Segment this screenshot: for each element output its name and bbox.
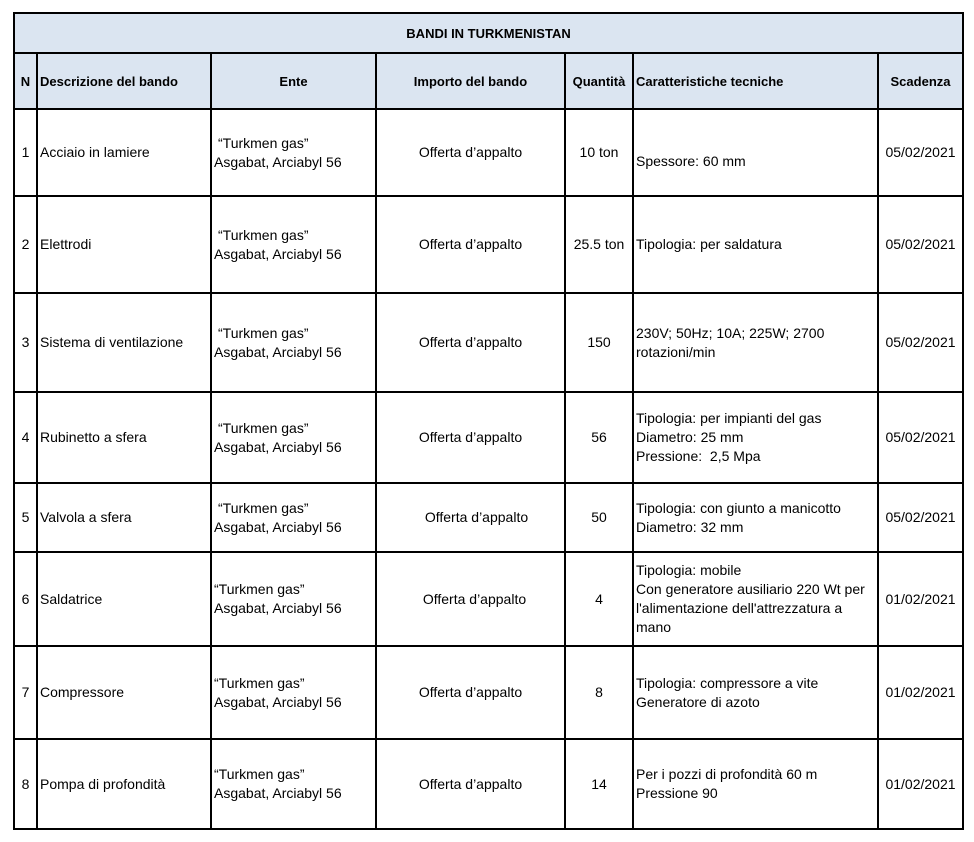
cell-caratteristiche	[633, 392, 878, 483]
table-row	[14, 196, 963, 293]
ente-name: “Turkmen gas”	[218, 419, 309, 436]
cell-importo: Offerta d’appalto	[376, 552, 565, 646]
caratt-line: Pressione 90	[636, 785, 718, 801]
ente-address: Asgabat, Arciabyl 56	[214, 785, 342, 801]
header-scadenza: Scadenza	[878, 53, 963, 109]
cell-n: 6	[14, 552, 37, 646]
cell-importo: Offerta d’appalto	[376, 392, 565, 483]
cell-scadenza: 05/02/2021	[878, 196, 963, 293]
cell-descrizione: Rubinetto a sfera	[37, 392, 211, 483]
caratt-line: Tipologia: per saldatura	[636, 236, 782, 252]
caratt-line: Tipologia: mobile	[636, 562, 742, 578]
table-row	[14, 646, 963, 739]
ente-name: “Turkmen gas”	[218, 134, 309, 151]
cell-descrizione: Acciaio in lamiere	[37, 109, 211, 196]
ente-name: “Turkmen gas”	[218, 324, 309, 341]
cell-n: 2	[14, 196, 37, 293]
caratt-line: Diametro: 25 mm	[636, 429, 744, 445]
caratt-line: rotazioni/min	[636, 343, 716, 360]
cell-descrizione: Compressore	[37, 646, 211, 739]
cell-importo: Offerta d’appalto	[376, 196, 565, 293]
cell-caratteristiche	[633, 293, 878, 392]
table-row	[14, 739, 963, 829]
table-row	[14, 392, 963, 483]
cell-quantita: 8	[565, 646, 633, 739]
cell-n: 1	[14, 109, 37, 196]
header-descrizione: Descrizione del bando	[37, 53, 211, 109]
cell-n: 8	[14, 739, 37, 829]
cell-ente	[211, 293, 376, 392]
caratt-line: Pressione: 2,5 Mpa	[636, 448, 761, 464]
cell-caratteristiche	[633, 646, 878, 739]
cell-importo: Offerta d’appalto	[376, 739, 565, 829]
cell-n: 5	[14, 483, 37, 552]
ente-address: Asgabat, Arciabyl 56	[214, 153, 342, 170]
caratt-line: Generatore di azoto	[636, 693, 760, 710]
cell-n: 3	[14, 293, 37, 392]
ente-name: “Turkmen gas”	[214, 581, 305, 597]
cell-ente	[211, 483, 376, 552]
table-row	[14, 293, 963, 392]
cell-scadenza: 01/02/2021	[878, 739, 963, 829]
cell-quantita: 50	[565, 483, 633, 552]
ente-name: “Turkmen gas”	[218, 499, 309, 516]
cell-quantita: 150	[565, 293, 633, 392]
header-quantita: Quantità	[565, 53, 633, 109]
caratt-line: Per i pozzi di profondità 60 m	[636, 766, 818, 782]
cell-caratteristiche	[633, 109, 878, 196]
header-n: N	[14, 53, 37, 109]
cell-quantita: 56	[565, 392, 633, 483]
cell-quantita: 25.5 ton	[565, 196, 633, 293]
ente-name: “Turkmen gas”	[218, 226, 309, 243]
caratt-line: Tipologia: con giunto a manicotto	[636, 499, 841, 516]
cell-ente	[211, 109, 376, 196]
cell-n: 4	[14, 392, 37, 483]
ente-address: Asgabat, Arciabyl 56	[214, 245, 342, 262]
cell-ente	[211, 646, 376, 739]
cell-scadenza: 05/02/2021	[878, 392, 963, 483]
cell-quantita: 14	[565, 739, 633, 829]
caratt-line: mano	[636, 619, 672, 635]
cell-quantita: 10 ton	[565, 109, 633, 196]
ente-address: Asgabat, Arciabyl 56	[214, 438, 342, 455]
cell-scadenza: 05/02/2021	[878, 293, 963, 392]
cell-scadenza: 01/02/2021	[878, 552, 963, 646]
cell-importo: Offerta d’appalto	[376, 293, 565, 392]
caratt-line: Con generatore ausiliario 220 Wt per	[636, 581, 865, 597]
cell-descrizione: Sistema di ventilazione	[37, 293, 211, 392]
title-row	[14, 13, 963, 53]
cell-ente	[211, 739, 376, 829]
cell-caratteristiche	[633, 483, 878, 552]
cell-caratteristiche	[633, 196, 878, 293]
caratt-line: Diametro: 32 mm	[636, 518, 744, 535]
cell-scadenza: 01/02/2021	[878, 646, 963, 739]
cell-descrizione: Pompa di profondità	[37, 739, 211, 829]
ente-address: Asgabat, Arciabyl 56	[214, 518, 342, 535]
header-importo: Importo del bando	[376, 53, 565, 109]
table-title: BANDI IN TURKMENISTAN	[14, 13, 963, 53]
cell-ente	[211, 552, 376, 646]
cell-caratteristiche	[633, 552, 878, 646]
cell-importo: Offerta d’appalto	[376, 483, 565, 552]
ente-address: Asgabat, Arciabyl 56	[214, 693, 342, 710]
ente-address: Asgabat, Arciabyl 56	[214, 343, 342, 360]
caratt-line: Tipologia: compressore a vite	[636, 674, 819, 691]
cell-quantita: 4	[565, 552, 633, 646]
header-caratteristiche: Caratteristiche tecniche	[633, 53, 878, 109]
cell-caratteristiche	[633, 739, 878, 829]
cell-n: 7	[14, 646, 37, 739]
cell-ente	[211, 392, 376, 483]
cell-importo: Offerta d’appalto	[376, 109, 565, 196]
ente-name: “Turkmen gas”	[214, 674, 305, 691]
cell-scadenza: 05/02/2021	[878, 483, 963, 552]
cell-descrizione: Valvola a sfera	[37, 483, 211, 552]
caratt-line: Spessore: 60 mm	[636, 153, 746, 169]
cell-scadenza: 05/02/2021	[878, 109, 963, 196]
cell-descrizione: Saldatrice	[37, 552, 211, 646]
cell-descrizione: Elettrodi	[37, 196, 211, 293]
header-ente: Ente	[211, 53, 376, 109]
cell-ente	[211, 196, 376, 293]
table-row	[14, 552, 963, 646]
ente-name: “Turkmen gas”	[214, 766, 305, 782]
caratt-line: Tipologia: per impianti del gas	[636, 410, 822, 426]
header-row	[14, 53, 963, 109]
table-row	[14, 109, 963, 196]
table-row	[14, 483, 963, 552]
ente-address: Asgabat, Arciabyl 56	[214, 600, 342, 616]
bandi-table	[13, 12, 964, 830]
caratt-line: 230V; 50Hz; 10A; 225W; 2700	[636, 324, 825, 341]
caratt-line: l'alimentazione dell'attrezzatura a	[636, 600, 843, 616]
cell-importo: Offerta d’appalto	[376, 646, 565, 739]
